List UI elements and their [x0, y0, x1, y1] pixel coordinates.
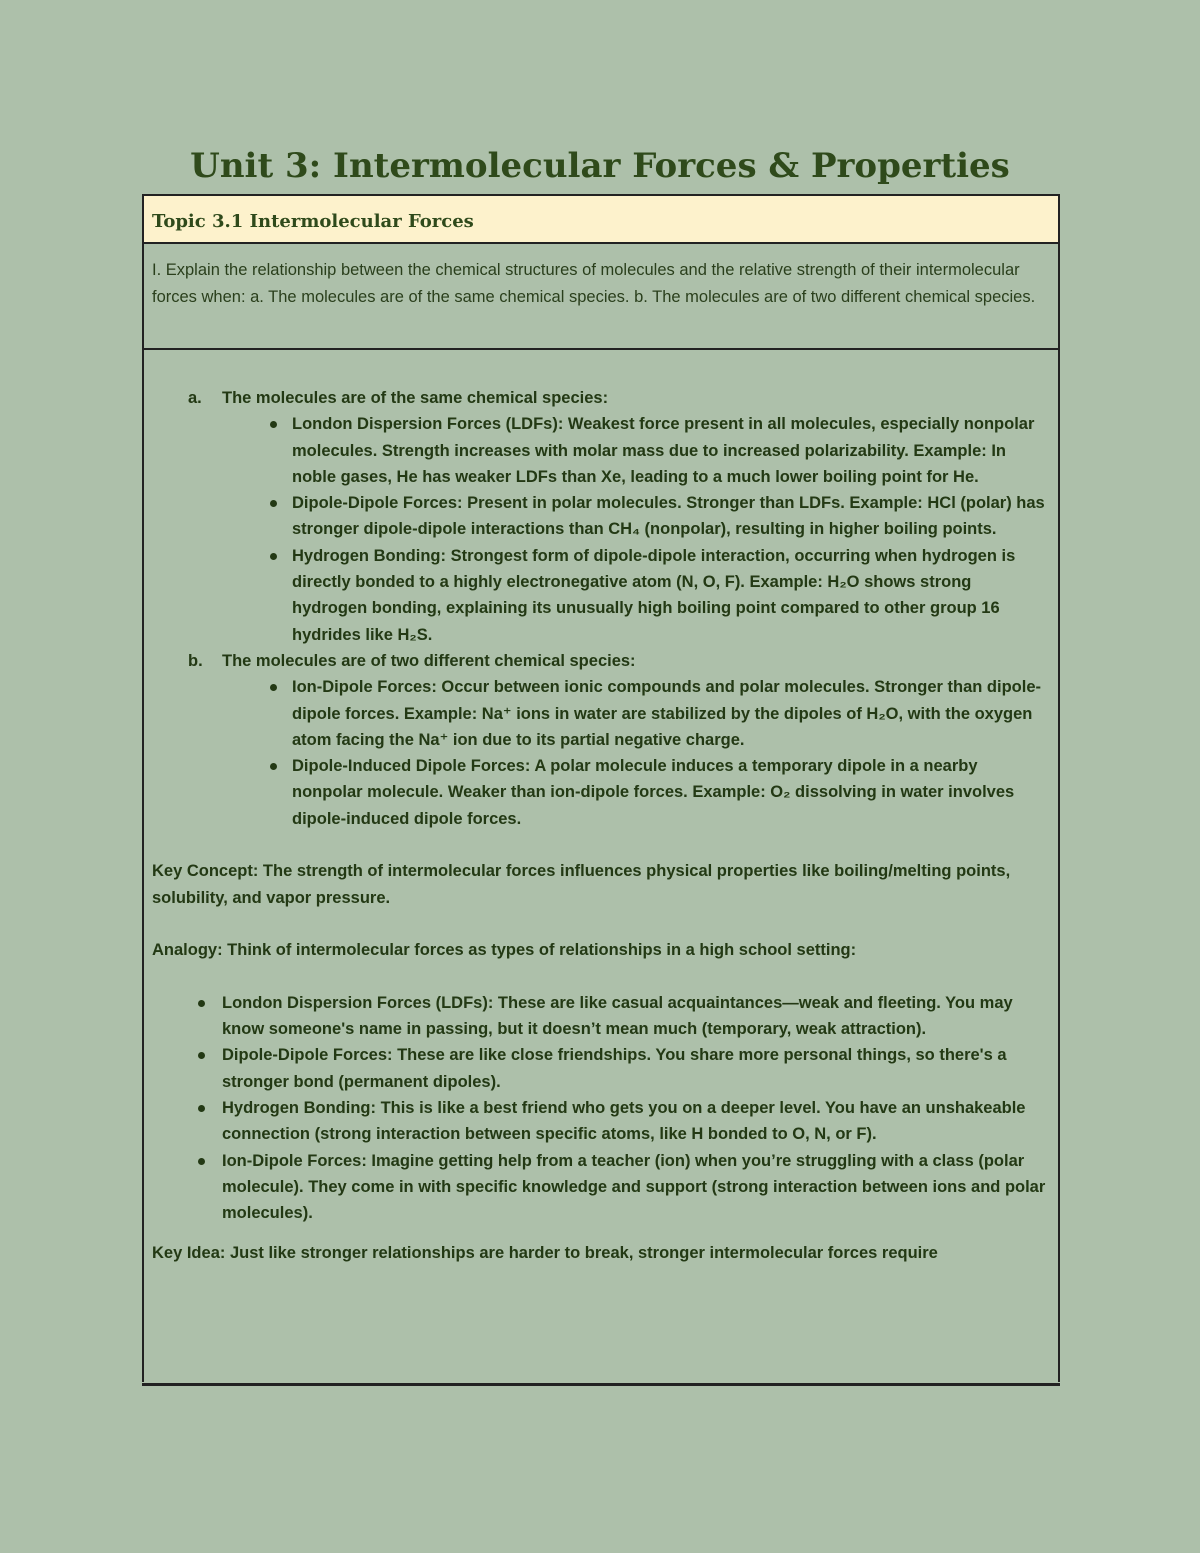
list-item [152, 990, 1050, 1043]
learning-objective: I. Explain the relationship between the chemical structures of molecules and the relative strength of their intermolecular forces when: a. The molecules are of the same chemical species. b. The molecules are of two different chemical species. [144, 244, 1058, 350]
section-marker: a. [188, 389, 202, 407]
bullet-icon [198, 1105, 205, 1112]
list-item-text: Hydrogen Bonding: Strongest form of dipole-dipole interaction, occurring when hydrogen is directly bonded to a highly electronegative atom (N, O, F). Example: H₂O shows strong hydrogen bonding, explaining its unusually high boiling point compared to other group 16 hydrides like H₂S. [292, 546, 1016, 644]
page-title: Unit 3: Intermolecular Forces & Properties [190, 146, 1010, 186]
list-item [152, 490, 1050, 543]
list-item-text: Ion-Dipole Forces: Occur between ionic compounds and polar molecules. Stronger than dipole-dipole forces. Example: Na⁺ ions in water are stabilized by the dipoles of H₂O, with the oxygen atom facing the Na⁺ ion due to its partial negative charge. [292, 678, 1042, 749]
bullet-icon [198, 1158, 205, 1165]
list-item-text: London Dispersion Forces (LDFs): Weakest force present in all molecules, especially nonpolar molecules. Strength increases with molar mass due to increased polarizability. Example: In noble gases, He has weaker LDFs than Xe, leading to a much lower boiling point for He. [292, 415, 1035, 486]
spacer [152, 832, 1050, 858]
list-item [152, 543, 1050, 648]
section-heading: The molecules are of the same chemical species: [222, 389, 609, 407]
section-list [152, 385, 1050, 832]
list-item [152, 1148, 1050, 1227]
section-a [152, 385, 1050, 411]
bullet-icon [270, 421, 277, 428]
list-item [152, 1095, 1050, 1148]
topic-table [142, 194, 1060, 1382]
bullet-icon [270, 500, 277, 507]
topic-heading: Topic 3.1 Intermolecular Forces [144, 196, 1058, 244]
analogy-list [152, 990, 1050, 1227]
section-marker: b. [188, 651, 203, 670]
list-item [152, 674, 1050, 753]
key-concept: Key Concept: The strength of intermolecular forces influences physical properties like boiling/melting points, solubility, and vapor pressure. [152, 862, 1011, 907]
list-item-text: Dipole-Dipole Forces: These are like close friendships. You share more personal things, so there's a stronger bond (permanent dipoles). [222, 1046, 1007, 1091]
section-b [152, 648, 1050, 674]
section-heading: The molecules are of two different chemical species: [222, 651, 636, 670]
spacer [152, 964, 1050, 990]
list-item-text: London Dispersion Forces (LDFs): These are like casual acquaintances—weak and fleeting. You may know someone's name in passing, but it doesn’t mean much (temporary, weak attraction). [222, 993, 1013, 1039]
list-item [152, 411, 1050, 490]
bullet-icon [198, 1052, 205, 1059]
list-item-text: Dipole-Dipole Forces: Present in polar molecules. Stronger than LDFs. Example: HCl (polar) has stronger dipole-dipole interactions than CH₄ (nonpolar), resulting in higher boiling points. [292, 494, 1045, 539]
spacer [152, 1227, 1050, 1240]
list-item-text: Dipole-Induced Dipole Forces: A polar molecule induces a temporary dipole in a nearby nonpolar molecule. Weaker than ion-dipole forces. Example: O₂ dissolving in water involves dipole-induced dipole forces. [292, 757, 1015, 828]
list-item-text: Ion-Dipole Forces: Imagine getting help from a teacher (ion) when you’re struggling with a class (polar molecule). They come in with specific knowledge and support (strong interaction between ions and polar molecules). [222, 1151, 1046, 1223]
spacer [152, 911, 1050, 937]
bullet-icon [270, 684, 277, 691]
analogy-intro: Analogy: Think of intermolecular forces as types of relationships in a high school setting: [152, 941, 857, 960]
bullet-icon [270, 763, 277, 770]
key-idea: Key Idea: Just like stronger relationships are harder to break, stronger intermolecular forces require [152, 1243, 938, 1262]
list-item-text: Hydrogen Bonding: This is like a best friend who gets you on a deeper level. You have an unshakeable connection (strong interaction between specific atoms, like H bonded to O, N, or F). [222, 1099, 1026, 1144]
list-item [152, 1042, 1050, 1095]
content-area [144, 350, 1058, 1266]
list-item [152, 753, 1050, 832]
bullet-icon [270, 553, 277, 560]
bullet-icon [198, 1000, 205, 1007]
